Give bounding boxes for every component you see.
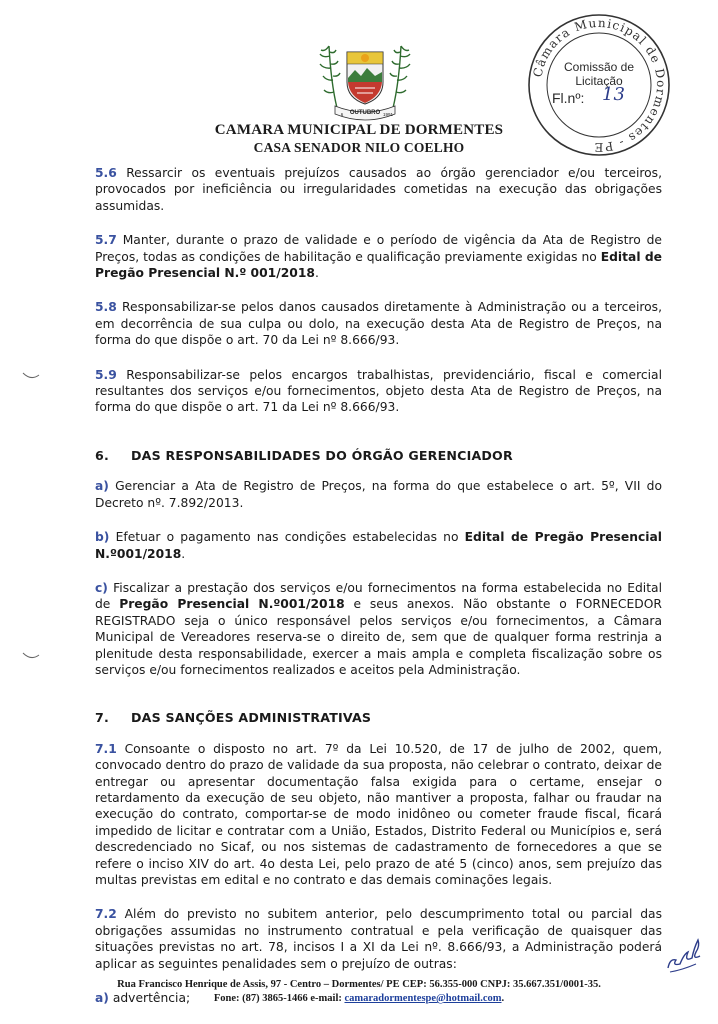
stamp-line1: Comissão de: [563, 60, 635, 74]
clause-7-1: [95, 741, 662, 889]
clause-number: c): [95, 580, 108, 595]
clause-text: Efetuar o pagamento nas condições estabelecidas no: [115, 530, 459, 545]
institution-title: CAMARA MUNICIPAL DE DORMENTES: [214, 122, 504, 138]
clause-number: a): [95, 991, 109, 1006]
clause-number: 5.6: [95, 166, 117, 180]
footer-phone: Fone: (87) 3865-1466 e-mail:: [213, 993, 342, 1004]
clause-5-7: [95, 232, 662, 281]
stamp-ring-text: Câmara Municipal de Dormentes - PE: [530, 15, 669, 155]
clause-number: b): [95, 530, 110, 545]
stamp-line2: Licitação: [575, 74, 623, 88]
clause-6-c: [95, 580, 662, 678]
crest-ribbon-text: OUTUBRO: [349, 110, 381, 116]
handwritten-initials: [662, 930, 706, 976]
footer-end: .: [501, 993, 505, 1004]
section-number: 7.: [95, 710, 109, 726]
margin-punch-mark: [22, 652, 40, 660]
footer-email-link[interactable]: camaradormentespe@hotmail.com: [344, 993, 502, 1004]
stamp-page-number: 13: [602, 84, 625, 105]
clause-end: .: [181, 546, 186, 561]
clause-5-6: [95, 165, 662, 214]
clause-6-a: [95, 478, 662, 511]
crest-ribbon-left: 6: [340, 112, 344, 117]
clause-6-b: [95, 529, 662, 562]
section-number: 6.: [95, 447, 109, 463]
clause-number: a): [95, 479, 109, 494]
clause-text: Consoante o disposto no art. 7º da Lei 10.520, de 17 de julho de 2002, quem, convocado dentro do prazo de validade da sua proposta, não celebrar o contrato, deixar de entregar ou apresentar documentação falsa exigida para o certame, ensejar o retardamento da execução de seu objeto, não mantiver a proposta, falhar ou fraudar na execução do contrato, comportar-se de modo inidôneo ou cometer fraude fiscal, ficará impedido de licitar e contratar com a União, Estados, Distrito Federal ou Municípios e, será descredenciado no Sicaf, ou nos sistemas de cadastramento de fornecedores a que se refere o inciso XIV do art. 4o desta Lei, pelo prazo de até 5 (cinco) anos, sem prejuízo das multas previstas em edital e no contrato e das demais cominações legais.: [95, 741, 662, 887]
section-6-heading: [95, 448, 662, 464]
crest-ribbon-right: 1991: [382, 112, 394, 117]
clause-text: Além do previsto no subitem anterior, pelo descumprimento total ou parcial das obrigações assumidas no instrumento contratual e pela verificação de quaisquer das situações previstas no art. 78, incisos I a XI da Lei nº. 8.666/93, a Administração poderá aplicar as seguintes penalidades sem o prejuízo de outras:: [95, 907, 662, 971]
clause-text: advertência;: [112, 991, 191, 1006]
clause-text: Ressarcir os eventuais prejuízos causados ao órgão gerenciador e/ou terceiros, provocados por ineficiência ou irregularidades cometidas na execução das obrigações assumidas.: [95, 166, 663, 213]
municipal-crest-logo: [315, 38, 415, 124]
clause-text: Gerenciar a Ata de Registro de Preços, na forma do que estabelece o art. 5º, VII do Decreto nº. 7.892/2013.: [95, 479, 662, 510]
section-title: DAS SANÇÕES ADMINISTRATIVAS: [131, 710, 372, 726]
stamp-page-label: Fl.nº:: [552, 90, 585, 106]
margin-punch-mark: [22, 372, 40, 380]
clause-number: 5.8: [95, 300, 117, 315]
clause-bold-text: Edital de Pregão Presencial N.º001/2018: [95, 530, 662, 561]
clause-number: 7.2: [95, 907, 117, 922]
clause-5-8: [95, 299, 662, 348]
clause-bold-text: Pregão Presencial N.º001/2018: [119, 597, 345, 612]
document-body: [95, 165, 662, 1006]
footer-address: Rua Francisco Henrique de Assis, 97 - Centro – Dormentes/ PE CEP: 56.355-000 CNPJ: 35.667.351/0001-35.: [117, 979, 601, 990]
clause-end: .: [314, 266, 319, 281]
clause-text: Responsabilizar-se pelos danos causados diretamente à Administração ou a terceiros, em decorrência de sua culpa ou dolo, na execução desta Ata de Registro de Preços, na forma do que dispõe o art. 70 da Lei nº 8.666/93.: [95, 300, 662, 348]
institution-subtitle: CASA SENADOR NILO COELHO: [253, 140, 465, 155]
clause-5-9: [95, 367, 662, 416]
section-7-heading: [95, 710, 662, 726]
clause-text-continued: e seus anexos. Não obstante o FORNECEDOR REGISTRADO seja o único responsável pelos serviços e/ou fornecimentos, a Câmara Municipal de Vereadores reserva-se o direito de, sem que de qualquer forma restrinja a plenitude desta responsabilidade, exercer a mais ampla e completa fiscalização sobre os serviços e/ou fornecimentos realizados e aceitos pela Administração.: [95, 597, 662, 677]
clause-7-2: [95, 906, 662, 972]
footer-contact: [0, 993, 718, 1004]
clause-text: Responsabilizar-se pelos encargos trabalhistas, previdenciário, fiscal e comercial resultantes dos serviços e/ou fornecimentos, objeto desta Ata de Registro de Preços, na forma do que dispõe o art. 71 da Lei nº 8.666/93.: [95, 367, 662, 415]
clause-text: Manter, durante o prazo de validade e o período de vigência da Ata de Registro de Preços, todas as condições de habilitação e qualificação previamente exigidas no: [95, 233, 662, 264]
clause-number: 5.9: [95, 367, 117, 382]
clause-number: 7.1: [95, 741, 117, 756]
section-title: DAS RESPONSABILIDADES DO ÓRGÃO GERENCIADOR: [131, 447, 513, 463]
clause-text: Fiscalizar a prestação dos serviços e/ou fornecimentos na forma estabelecida no Edital de: [95, 580, 662, 612]
clause-number: 5.7: [95, 233, 117, 248]
protocol-stamp: [524, 10, 674, 160]
clause-bold-text: Edital de Pregão Presencial N.º 001/2018: [95, 249, 662, 281]
